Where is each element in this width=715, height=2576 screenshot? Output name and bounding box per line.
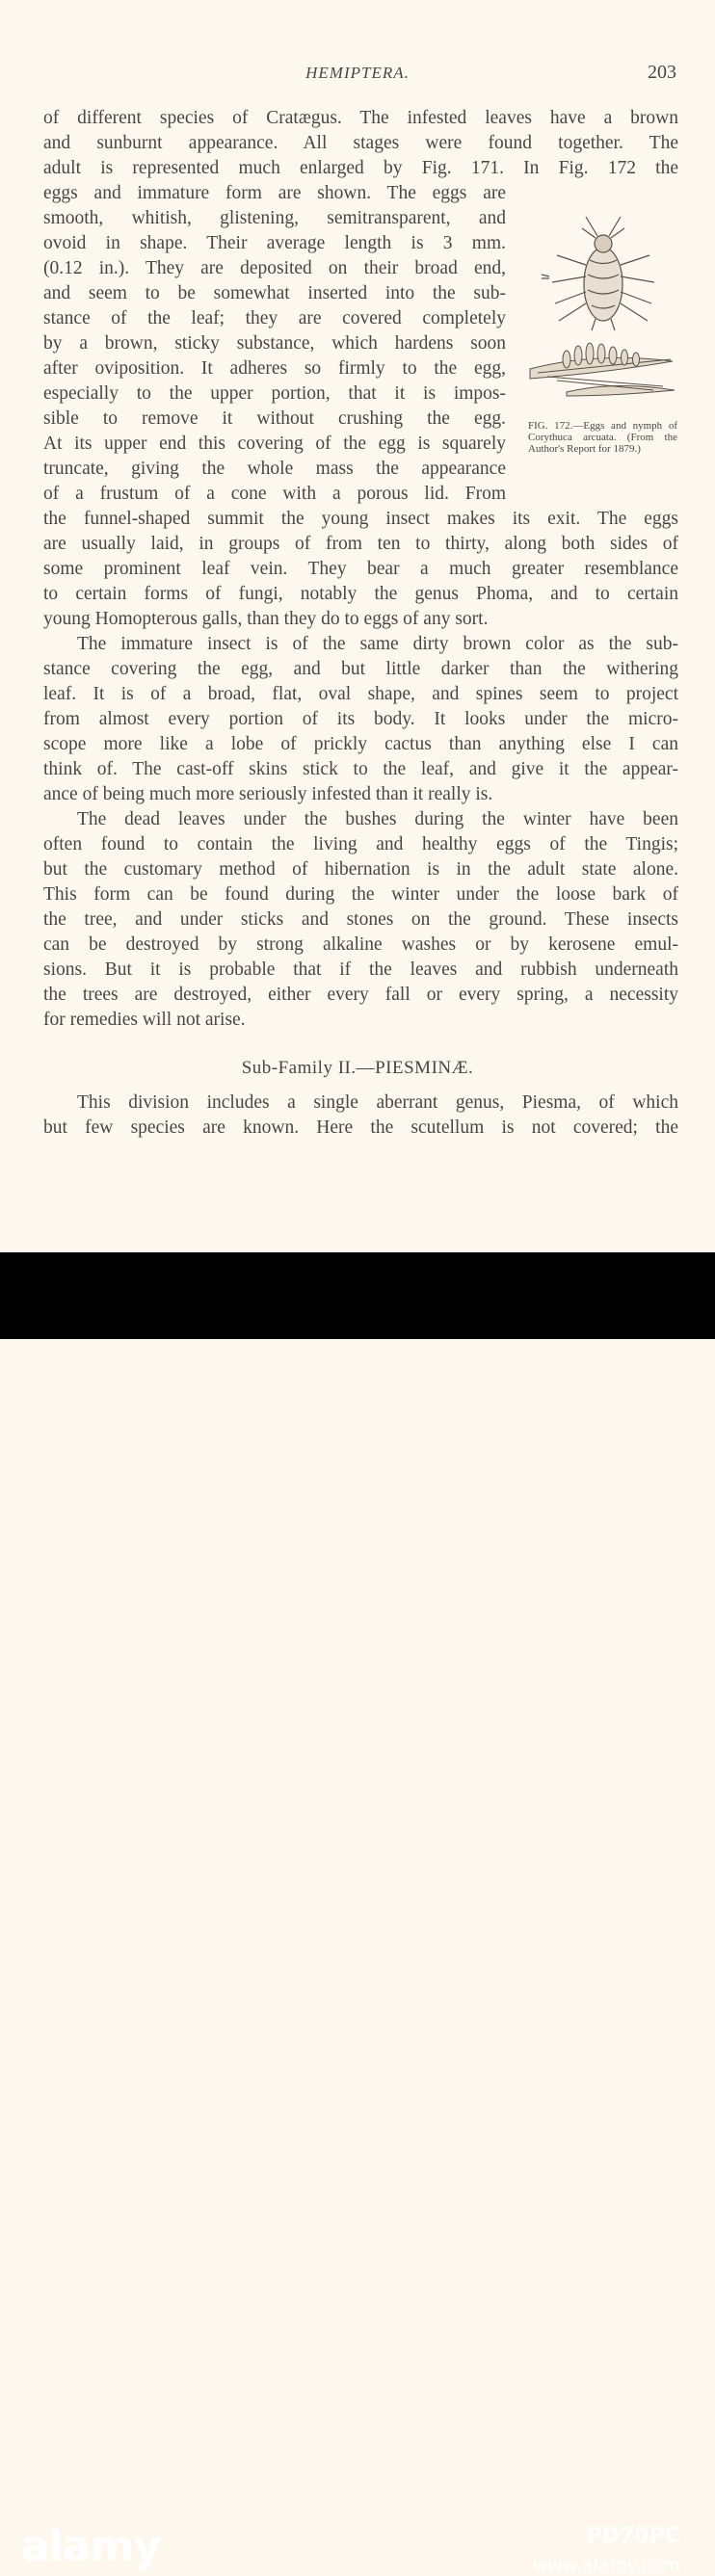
body-line: The dead leaves under the bushes during the winter have been <box>77 809 678 829</box>
body-line: the trees are destroyed, either every fall or every spring, a necessity <box>43 985 678 1005</box>
body-line: scope more like a lobe of prickly cactus than anything else I can <box>43 734 678 754</box>
body-line: and seem to be somewhat inserted into the sub- <box>43 283 506 303</box>
insect-illustration-icon <box>528 207 677 409</box>
body-line: ovoid in shape. Their average length is 3 mm. <box>43 233 506 253</box>
figure-caption: FIG. 172.—Eggs and nymph of Corythuca arcuata. (From the Author's Report for 1879.) <box>528 420 677 455</box>
body-line: truncate, giving the whole mass the appearance <box>43 459 506 479</box>
body-line: the funnel-shaped summit the young insect makes its exit. The eggs <box>43 509 678 529</box>
body-line: for remedies will not arise. <box>43 1010 246 1030</box>
body-line: adult is represented much enlarged by Fig. 171. In Fig. 172 the <box>43 158 678 178</box>
body-line: stance covering the egg, and but little darker than the withering <box>43 659 678 679</box>
body-line: and sunburnt appearance. All stages were found together. The <box>43 133 678 153</box>
body-line: young Homopterous galls, than they do to eggs of any sort. <box>43 609 489 629</box>
image-id: PD70PC <box>586 2524 680 2548</box>
body-line: sions. But it is probable that if the leaves and rubbish underneath <box>43 959 678 980</box>
watermark-bar <box>0 1252 715 2576</box>
body-line: smooth, whitish, glistening, semitransparent, and <box>43 208 506 228</box>
site-url: www.alamy.com <box>532 2555 680 2576</box>
body-line: are usually laid, in groups of from ten to thirty, along both sides of <box>43 534 678 554</box>
body-line: eggs and immature form are shown. The eggs are <box>43 183 506 203</box>
body-line: to certain forms of fungi, notably the genus Phoma, and to certain <box>43 584 678 604</box>
body-line: of a frustum of a cone with a porous lid. From <box>43 484 506 504</box>
body-line: This division includes a single aberrant genus, Piesma, of which <box>77 1092 678 1113</box>
body-line: especially to the upper portion, that it is impos- <box>43 383 506 404</box>
body-line: At its upper end this covering of the egg is squarely <box>43 434 506 454</box>
body-line: the tree, and under sticks and stones on the ground. These insects <box>43 909 678 930</box>
body-line: but the customary method of hibernation is in the adult state alone. <box>43 859 678 880</box>
body-line: often found to contain the living and healthy eggs of the Tingis; <box>43 834 678 854</box>
body-line: can be destroyed by strong alkaline washes or by kerosene emul- <box>43 934 678 955</box>
running-head: HEMIPTERA. <box>305 64 410 82</box>
section-heading: Sub-Family II.—PIESMINÆ. <box>241 1058 474 1078</box>
body-line: ance of being much more seriously infested than it really is. <box>43 784 493 804</box>
alamy-logo: alamy <box>21 2522 160 2571</box>
body-line: (0.12 in.). They are deposited on their broad end, <box>43 258 506 278</box>
body-line: leaf. It is of a broad, flat, oval shape, and spines seem to project <box>43 684 678 704</box>
body-line: from almost every portion of its body. It looks under the micro- <box>43 709 678 729</box>
page-number: 203 <box>648 62 676 83</box>
body-line: This form can be found during the winter under the loose bark of <box>43 884 678 905</box>
body-line: by a brown, sticky substance, which hardens soon <box>43 333 506 354</box>
body-line: some prominent leaf vein. They bear a much greater resemblance <box>43 559 678 579</box>
body-line: stance of the leaf; they are covered completely <box>43 308 506 329</box>
page-header <box>0 62 715 87</box>
insect-illustration <box>528 207 677 409</box>
body-line: but few species are known. Here the scutellum is not covered; the <box>43 1117 678 1138</box>
body-line: think of. The cast-off skins stick to the leaf, and give it the appear- <box>43 759 678 779</box>
body-line: sible to remove it without crushing the egg. <box>43 408 506 429</box>
book-page <box>0 0 715 1252</box>
body-line: of different species of Cratægus. The infested leaves have a brown <box>43 108 678 128</box>
body-line: The immature insect is of the same dirty brown color as the sub- <box>77 634 678 654</box>
body-line: after oviposition. It adheres so firmly to the egg, <box>43 358 506 379</box>
